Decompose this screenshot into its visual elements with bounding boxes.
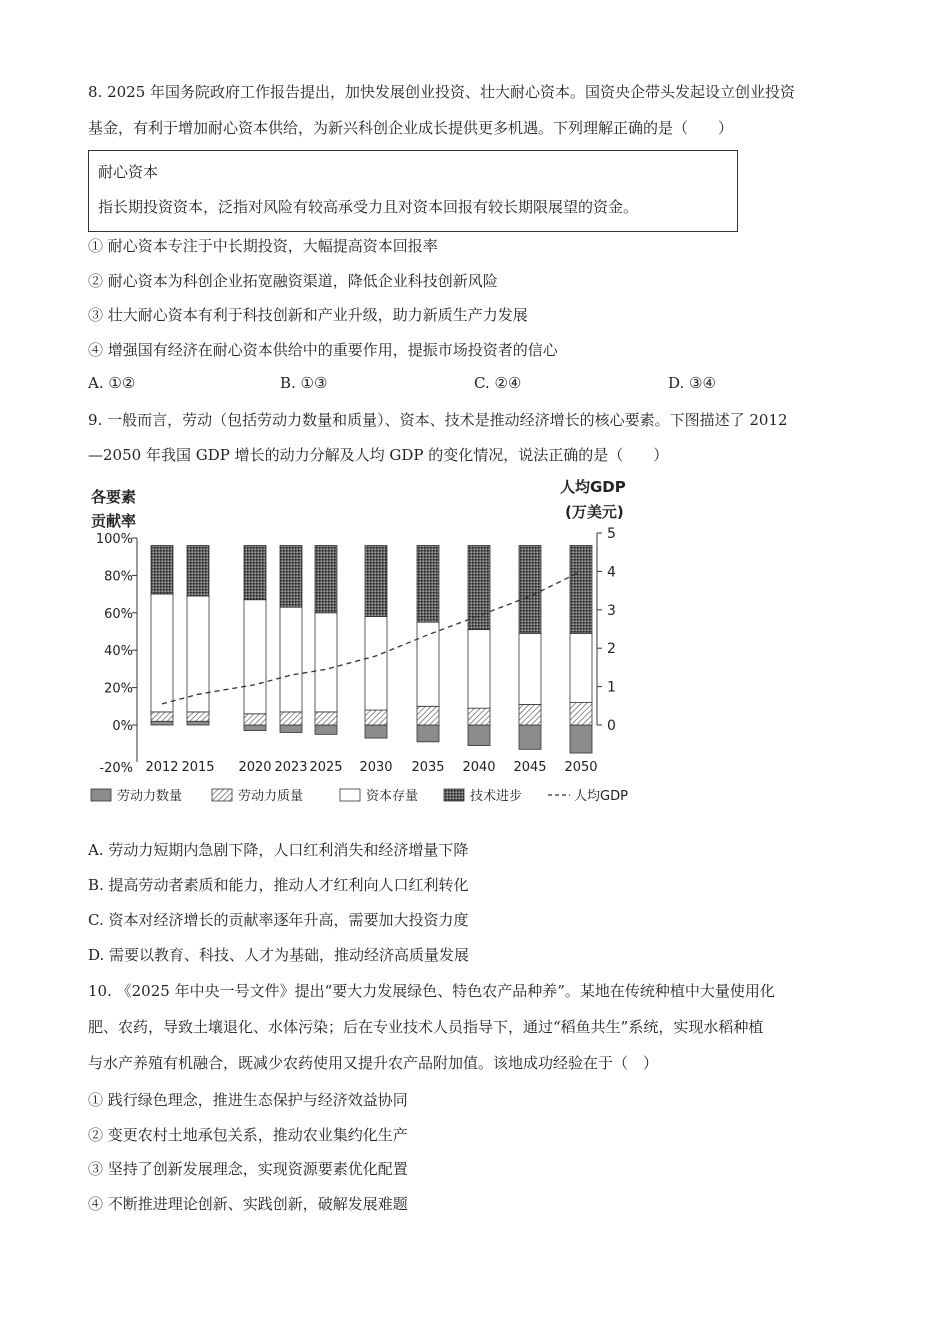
labor-quality-segment	[244, 714, 266, 725]
left-axis-title-line2: 贡献率	[91, 512, 137, 530]
x-tick-label: 2023	[274, 760, 308, 775]
labor-quantity-segment	[280, 725, 302, 732]
labor-quality-segment	[315, 712, 337, 725]
q8-option-a[interactable]: A. ①②	[88, 374, 136, 392]
labor-quantity-segment	[468, 725, 490, 746]
labor-quality-segment	[280, 712, 302, 725]
q10-stem-line2: 肥、农药，导致土壤退化、水体污染；后在专业技术人员指导下，通过“稻鱼共生”系统，实现水稻种植	[88, 1018, 764, 1036]
legend-swatch-labor-quality	[212, 789, 232, 801]
labor-quality-segment	[417, 706, 439, 725]
q8-item-3: ③ 壮大耐心资本有利于科技创新和产业升级，助力新质生产力发展	[88, 306, 528, 324]
capital-segment	[570, 633, 592, 702]
bar-group-2023	[280, 545, 302, 732]
technology-segment	[151, 545, 173, 594]
technology-segment	[417, 545, 439, 622]
technology-segment	[468, 545, 490, 629]
right-tick-label: 0	[607, 718, 616, 734]
bar-group-2025	[315, 545, 337, 734]
legend-swatch-technology	[444, 789, 464, 801]
left-axis-title-line1: 各要素	[91, 488, 137, 506]
labor-quantity-segment	[417, 725, 439, 742]
q10-stem-line1: 10. 《2025 年中央一号文件》提出“要大力发展绿色、特色农产品种养”。某地在传统种植中大量使用化	[88, 982, 775, 1000]
q8-options	[88, 374, 848, 394]
labor-quantity-segment	[151, 721, 173, 725]
left-axis-ticks	[96, 532, 137, 776]
q9-option-a[interactable]: A. 劳动力短期内急剧下降，人口红利消失和经济增量下降	[88, 841, 469, 859]
bar-group-2015	[187, 545, 209, 725]
q8-stem-line2: 基金，有利于增加耐心资本供给，为新兴科创企业成长提供更多机遇。下列理解正确的是（ ）	[88, 119, 734, 137]
technology-segment	[244, 545, 266, 599]
x-axis-labels	[145, 760, 597, 775]
q10-item-3: ③ 坚持了创新发展理念，实现资源要素优化配置	[88, 1160, 408, 1178]
technology-segment	[365, 545, 387, 616]
definition-title: 耐心资本	[98, 163, 159, 181]
right-axis-title-line2: (万美元)	[565, 503, 624, 521]
x-tick-label: 2015	[181, 760, 215, 775]
q10-item-1: ① 践行绿色理念，推进生态保护与经济效益协同	[88, 1091, 408, 1109]
left-tick-label: 20%	[104, 681, 133, 697]
labor-quality-segment	[519, 704, 541, 725]
q9-option-b[interactable]: B. 提高劳动者素质和能力，推动人才红利向人口红利转化	[88, 876, 469, 894]
capital-segment	[519, 633, 541, 704]
bar-group-2030	[365, 545, 387, 738]
labor-quantity-segment	[519, 725, 541, 749]
q9-stem-line2: —2050 年我国 GDP 增长的动力分解及人均 GDP 的变化情况，说法正确的是（ ）	[88, 446, 669, 464]
chart-legend	[91, 788, 628, 804]
labor-quality-segment	[187, 712, 209, 721]
capital-segment	[280, 607, 302, 712]
right-axis-title-line1: 人均GDP	[560, 478, 626, 496]
legend-label-labor-quality: 劳动力质量	[238, 789, 304, 804]
q9-option-c[interactable]: C. 资本对经济增长的贡献率逐年升高，需要加大投资力度	[88, 911, 469, 929]
bar-groups	[151, 545, 592, 753]
left-tick-label: 80%	[104, 569, 133, 585]
capital-segment	[468, 630, 490, 709]
bar-group-2012	[151, 545, 173, 725]
bar-group-2050	[570, 545, 592, 753]
labor-quantity-segment	[187, 721, 209, 725]
capital-segment	[315, 613, 337, 712]
right-tick-label: 2	[607, 641, 616, 658]
left-tick-label: 0%	[112, 719, 133, 734]
right-tick-label: 1	[607, 679, 616, 696]
capital-segment	[244, 600, 266, 714]
q10-item-4: ④ 不断推进理论创新、实践创新，破解发展难题	[88, 1195, 408, 1213]
technology-segment	[519, 545, 541, 633]
q8-option-b[interactable]: B. ①③	[280, 374, 328, 392]
right-tick-label: 5	[607, 526, 616, 542]
gdp-contribution-chart	[85, 475, 650, 815]
q8-stem-line1: 8. 2025 年国务院政府工作报告提出，加快发展创业投资、壮大耐心资本。国资央企带头发起设立创业投资	[88, 83, 796, 101]
left-tick-label: 60%	[104, 606, 133, 622]
definition-box	[88, 150, 738, 232]
bar-group-2035	[417, 545, 439, 741]
x-tick-label: 2050	[564, 760, 598, 775]
right-axis-ticks	[597, 526, 616, 734]
x-tick-label: 2025	[309, 760, 343, 775]
legend-label-labor-quantity: 劳动力数量	[117, 789, 183, 804]
left-tick-label: 40%	[104, 644, 133, 660]
legend-label-gdp: 人均GDP	[574, 789, 628, 804]
legend-swatch-capital	[340, 789, 360, 801]
legend-swatch-labor-quantity	[91, 789, 111, 801]
x-tick-label: 2012	[145, 760, 179, 775]
labor-quantity-segment	[365, 725, 387, 738]
q9-stem-line1: 9. 一般而言，劳动（包括劳动力数量和质量）、资本、技术是推动经济增长的核心要素。下图描述了 2012	[88, 411, 788, 429]
bar-group-2020	[244, 545, 266, 730]
x-tick-label: 2040	[462, 760, 496, 775]
labor-quality-segment	[570, 703, 592, 725]
right-tick-label: 3	[607, 602, 616, 619]
labor-quantity-segment	[315, 725, 337, 734]
x-tick-label: 2030	[359, 760, 393, 775]
labor-quality-segment	[468, 708, 490, 725]
x-tick-label: 2020	[238, 760, 272, 775]
bar-group-2040	[468, 545, 490, 745]
technology-segment	[187, 545, 209, 595]
capital-segment	[365, 617, 387, 711]
labor-quantity-segment	[244, 725, 266, 731]
capital-segment	[151, 594, 173, 712]
q10-stem-line3: 与水产养殖有机融合，既减少农药使用又提升农产品附加值。该地成功经验在于（ ）	[88, 1054, 659, 1072]
labor-quality-segment	[365, 710, 387, 725]
q8-item-2: ② 耐心资本为科创企业拓宽融资渠道，降低企业科技创新风险	[88, 272, 498, 290]
q8-item-4: ④ 增强国有经济在耐心资本供给中的重要作用，提振市场投资者的信心	[88, 341, 558, 359]
labor-quality-segment	[151, 712, 173, 721]
right-tick-label: 4	[607, 564, 616, 581]
q8-option-c[interactable]: C. ②④	[474, 374, 522, 392]
technology-segment	[315, 545, 337, 612]
technology-segment	[570, 545, 592, 633]
capital-segment	[417, 622, 439, 706]
x-tick-label: 2045	[513, 760, 547, 775]
left-tick-label: -20%	[99, 761, 133, 776]
definition-text: 指长期投资资本，泛指对风险有较高承受力且对资本回报有较长期限展望的资金。	[98, 198, 639, 216]
q8-option-d[interactable]: D. ③④	[668, 374, 716, 392]
q9-option-d[interactable]: D. 需要以教育、科技、人才为基础，推动经济高质量发展	[88, 946, 470, 964]
q10-item-2: ② 变更农村土地承包关系，推动农业集约化生产	[88, 1126, 408, 1144]
q8-item-1: ① 耐心资本专注于中长期投资，大幅提高资本回报率	[88, 237, 438, 255]
labor-quantity-segment	[570, 725, 592, 753]
technology-segment	[280, 545, 302, 607]
legend-label-capital: 资本存量	[366, 789, 419, 804]
x-tick-label: 2035	[411, 760, 445, 775]
legend-label-technology: 技术进步	[470, 789, 523, 804]
left-tick-label: 100%	[95, 532, 133, 547]
bar-group-2045	[519, 545, 541, 749]
